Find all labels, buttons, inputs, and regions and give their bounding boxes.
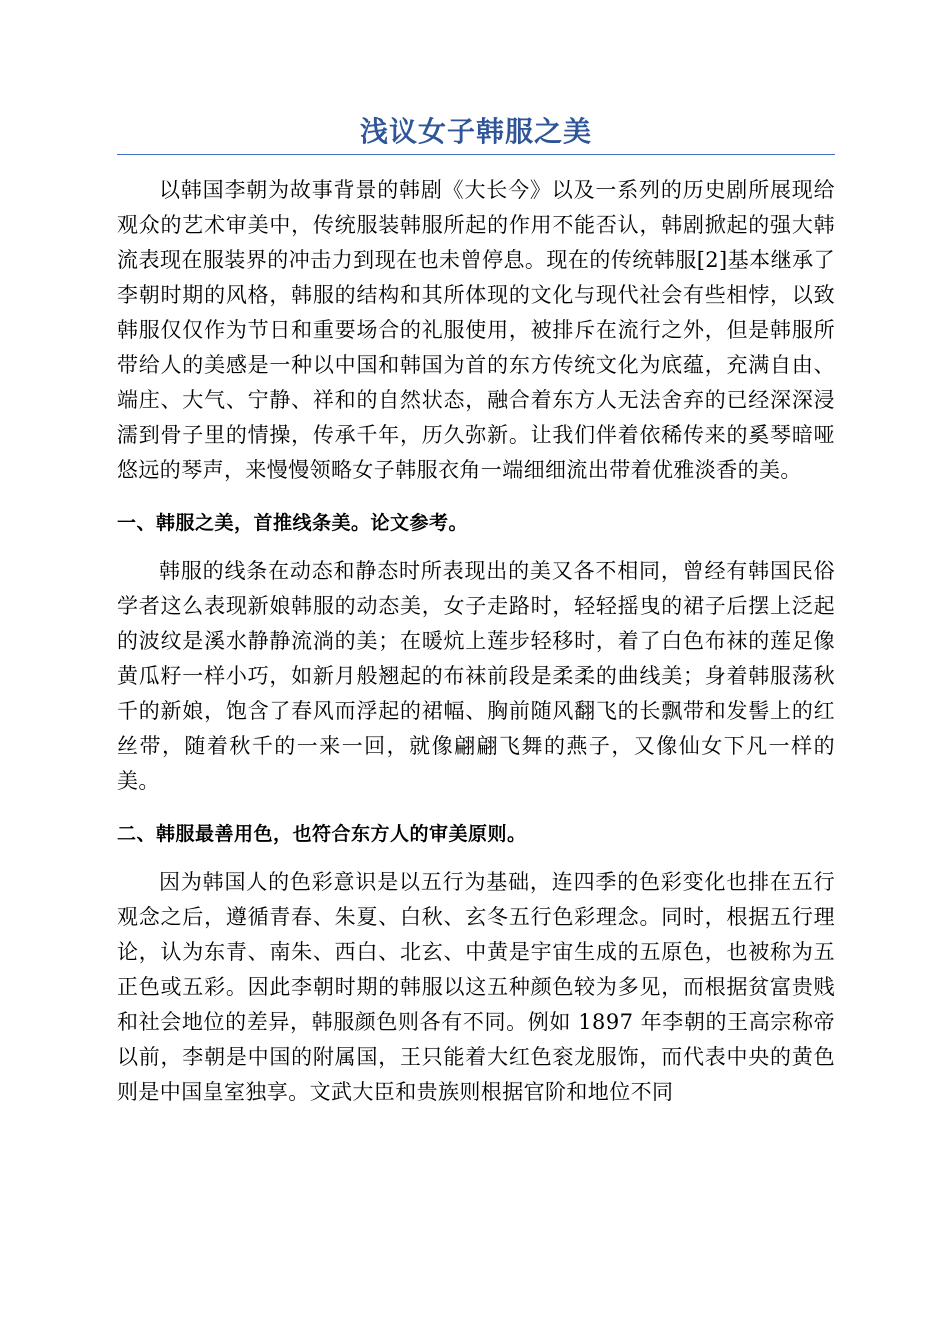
title-underline: [117, 154, 835, 155]
section-body-1: 韩服的线条在动态和静态时所表现出的美又各不相同，曾经有韩国民俗学者这么表现新娘韩服的动态美，女子走路时，轻轻摇曳的裙子后摆上泛起的波纹是溪水静静流淌的美；在暖炕上莲步轻移时，着了白色布袜的莲足像黄瓜籽一样小巧，如新月般翘起的布袜前段是柔柔的曲线美；身着韩服荡秋千的新娘，饱含了春风而浮起的裙幅、胸前随风翻飞的长飘带和发髻上的红丝带，随着秋千的一来一回，就像翩翩飞舞的燕子，又像仙女下凡一样的美。: [117, 559, 835, 793]
section-body-2: 因为韩国人的色彩意识是以五行为基础，连四季的色彩变化也排在五行观念之后，遵循青春、朱夏、白秋、玄冬五行色彩理念。同时，根据五行理论，认为东青、南朱、西白、北玄、中黄是宇宙生成的五原色，也被称为五正色或五彩。因此李朝时期的韩服以这五种颜色较为多见，而根据贫富贵贱和社会地位的差异，韩服颜色则各有不同。例如 1897 年李朝的王高宗称帝以前，李朝是中国的附属国，王只能着大红色衮龙服饰，而代表中央的黄色则是中国皇室独享。文武大臣和贵族则根据官阶和地位不同: [117, 870, 835, 1104]
document-page: [117, 110, 835, 1110]
section-heading-2: 二、韩服最善用色，也符合东方人的审美原则。: [117, 823, 527, 845]
section-heading-1: 一、韩服之美，首推线条美。论文参考。: [117, 512, 469, 534]
intro-paragraph: 以韩国李朝为故事背景的韩剧《大长今》以及一系列的历史剧所展现给观众的艺术审美中，传统服装韩服所起的作用不能否认，韩剧掀起的强大韩流表现在服装界的冲击力到现在也未曾停息。现在的传统韩服[2]基本继承了李朝时期的风格，韩服的结构和其所体现的文化与现代社会有些相悖，以致韩服仅仅作为节日和重要场合的礼服使用，被排斥在流行之外，但是韩服所带给人的美感是一种以中国和韩国为首的东方传统文化为底蕴，充满自由、端庄、大气、宁静、祥和的自然状态，融合着东方人无法舍弃的已经深深浸濡到骨子里的情操，传承千年，历久弥新。让我们伴着依稀传来的奚琴暗哑悠远的琴声，来慢慢领略女子韩服衣角一端细细流出带着优雅淡香的美。: [117, 178, 835, 482]
document-title: 浅议女子韩服之美: [359, 115, 592, 148]
